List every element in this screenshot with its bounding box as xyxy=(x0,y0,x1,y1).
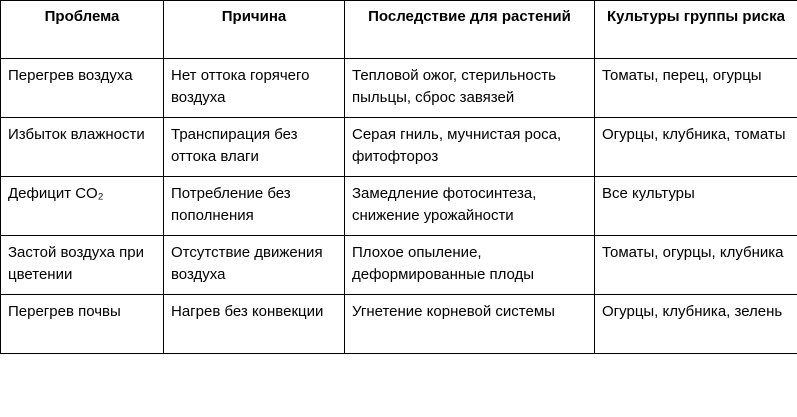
cell-consequence: Угнетение корневой системы xyxy=(345,295,595,354)
cell-problem: Перегрев воздуха xyxy=(1,59,164,118)
cell-consequence: Тепловой ожог, стерильность пыльцы, сброс завязей xyxy=(345,59,595,118)
header-risk-crops: Культуры группы риска xyxy=(595,1,797,59)
table-row xyxy=(1,59,797,118)
table-row xyxy=(1,295,797,354)
header-row xyxy=(1,1,797,59)
cell-risk-crops: Томаты, огурцы, клубника xyxy=(595,236,797,295)
header-problem: Проблема xyxy=(1,1,164,59)
cell-cause: Нагрев без конвекции xyxy=(164,295,345,354)
table-row xyxy=(1,118,797,177)
header-consequence: Последствие для растений xyxy=(345,1,595,59)
header-cause: Причина xyxy=(164,1,345,59)
cell-problem: Перегрев почвы xyxy=(1,295,164,354)
cell-cause: Потребление без пополнения xyxy=(164,177,345,236)
cell-consequence: Серая гниль, мучнистая роса, фитофтороз xyxy=(345,118,595,177)
cell-risk-crops: Огурцы, клубника, томаты xyxy=(595,118,797,177)
cell-risk-crops: Огурцы, клубника, зелень xyxy=(595,295,797,354)
cell-cause: Транспирация без оттока влаги xyxy=(164,118,345,177)
table-row xyxy=(1,236,797,295)
cell-consequence: Плохое опыление, деформированные плоды xyxy=(345,236,595,295)
cell-risk-crops: Все культуры xyxy=(595,177,797,236)
cell-cause: Отсутствие движения воздуха xyxy=(164,236,345,295)
cell-cause: Нет оттока горячего воздуха xyxy=(164,59,345,118)
cell-problem: Дефицит CO₂ xyxy=(1,177,164,236)
cell-consequence: Замедление фотосинтеза, снижение урожайности xyxy=(345,177,595,236)
cell-risk-crops: Томаты, перец, огурцы xyxy=(595,59,797,118)
cell-problem: Застой воздуха при цветении xyxy=(1,236,164,295)
cell-problem: Избыток влажности xyxy=(1,118,164,177)
table-row xyxy=(1,177,797,236)
